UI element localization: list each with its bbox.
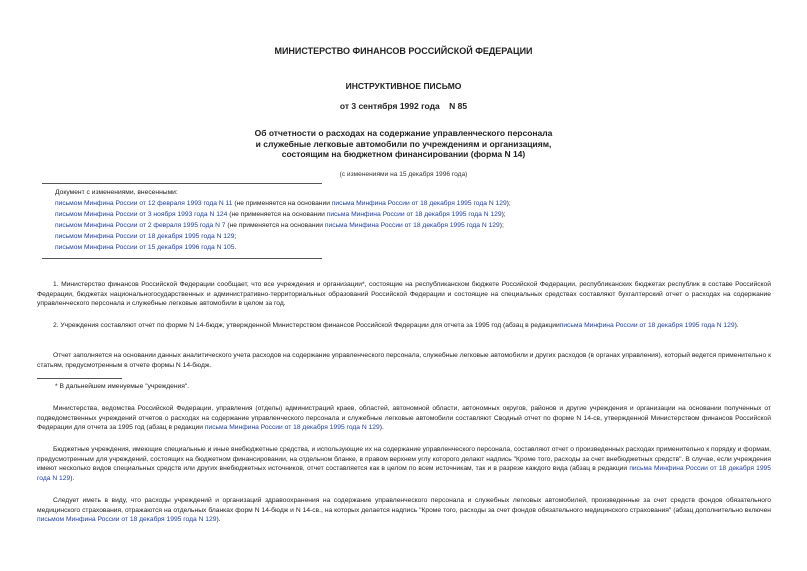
- divider: [42, 183, 322, 184]
- amendment-link[interactable]: письмом Минфина России от 3 ноября 1993 года N 124: [55, 211, 228, 218]
- paragraph-text: Отчет заполняется на основании данных аналитического учета расходов на содержание управленческого персонала, служебные легковые автомобили и других расходов (в органах управления), который ведется применительно к статьям, предусмотренным в отчете формы N 14-бюдж.: [37, 352, 771, 369]
- change-end: );: [499, 222, 504, 229]
- changes-block: [55, 187, 615, 253]
- paragraph-end: ).: [379, 424, 384, 432]
- paragraph-1: [37, 280, 771, 309]
- paragraph-text: 1. Министерство финансов Российской Федерации сообщает, что все учреждения и организации*, состоящие на республиканском бюджете Российской Федерации, республиканских бюджетах республик в составе Российской Федерации, бюджетах национальногосударственных и административно-территориальных образований Российской Федерации и состоящие на специальных средствах составляют бухгалтерский отчет о расходах на содержание управленческого персонала и служебные легковые автомобили в целом за год.: [37, 281, 771, 308]
- change-note: .: [234, 244, 237, 251]
- paragraph-text: Бюджетные учреждения, имеющие специальные и иные внебюджетные средства, и использующие их на содержание управленческого персонала, составляют отчет о произведенных расходах применительно к порядку и формам, предусмотренным для учреждений, состоящих на бюджетном финансировании, на отдельном бланке, в правом верхнем углу которого делают надпись "Кроме того, расходы за счет внебюджетных средств". В случае, если учреждения имеют несколько видов специальных средств или других внебюджетных источников, отчет составляется как в целом по всем источникам, так и в разрезе каждого вида (абзац в редакции: [37, 446, 772, 473]
- change-item: [55, 231, 615, 242]
- document-type: ИНСТРУКТИВНОЕ ПИСЬМО: [345, 81, 462, 91]
- paragraph-2: [37, 321, 771, 331]
- change-item: [55, 209, 615, 220]
- amendment-link[interactable]: письмом Минфина России от 12 февраля 1993 года N 11: [55, 200, 233, 207]
- changes-intro: Документ с изменениями, внесенными:: [55, 189, 178, 196]
- paragraph-4: [37, 404, 771, 433]
- change-item: [55, 242, 615, 253]
- amendment-link[interactable]: письмом Минфина России от 18 декабря 1995 года N 129: [55, 233, 235, 240]
- amendment-link[interactable]: письма Минфина России от 18 декабря 1995 года N 129: [326, 211, 502, 218]
- amendment-link[interactable]: письма Минфина России от 18 декабря 1995 года N 129: [559, 322, 735, 329]
- change-note: ;: [234, 233, 237, 240]
- document-date-number: от 3 сентября 1992 года N 85: [339, 101, 468, 111]
- ministry-heading: МИНИСТЕРСТВО ФИНАНСОВ РОССИЙСКОЙ ФЕДЕРАЦИИ: [274, 46, 533, 56]
- amendment-link[interactable]: письмом Минфина России от 2 февраля 1995 года N 7: [55, 222, 226, 229]
- amendment-link[interactable]: письмом Минфина России от 18 декабря 1995 года N 129: [37, 516, 217, 524]
- footnote-divider: [37, 378, 122, 379]
- paragraph-text: 2. Учреждения составляют отчет по форме N 14-бюдж, утвержденной Министерством финансов Российской Федерации для отчета за 1995 год (абзац в редакции: [53, 322, 560, 329]
- title-line: и служебные легковые автомобили по учреждениям и организациям,: [255, 138, 552, 149]
- paragraph-end: ).: [70, 474, 75, 482]
- paragraph-text: Министерства, ведомства Российской Федерации, управления (отделы) администраций краев, областей, автономной области, автономных округов, районов и другие учреждения и организации на основании полученных от подведомственных учреждений отчетов о расходах на содержание управленческого персонала и служебные легковые автомобили составляют Сводный отчет по форме N 14-св, утвержденной Министерством финансов Российской Федерации для отчета за 1995 год (абзац в редакции: [37, 405, 771, 432]
- change-end: );: [501, 211, 506, 218]
- document-title: [0, 128, 807, 160]
- change-item: [55, 198, 615, 209]
- footnote: * В дальнейшем именуемые "учреждения".: [55, 383, 190, 390]
- divider: [42, 258, 322, 259]
- revision-note: (с изменениями на 15 декабря 1996 года): [339, 171, 468, 178]
- paragraph-3: [37, 351, 771, 370]
- amendment-link[interactable]: письмом Минфина России от 15 декабря 1996 года N 105: [55, 244, 235, 251]
- paragraph-end: ).: [216, 516, 221, 524]
- paragraph-text: Следует иметь в виду, что расходы учреждений и организаций здравоохранения на содержание управленческого персонала и служебных легковых автомобилей, произведенные за счет средств фондов обязательного медицинского страхования, отражаются на отдельных бланках форм N 14-бюдж и N 14-св., на которых делается надпись "Кроме того, расходы за счет фондов обязательного медицинского страхования" (абзац дополнительно включен: [37, 497, 771, 514]
- paragraph-end: ).: [734, 322, 739, 329]
- amendment-link[interactable]: письма Минфина России от 18 декабря 1995 года N 129: [37, 465, 771, 482]
- amendment-link[interactable]: письма Минфина России от 18 декабря 1995 года N 129: [204, 424, 380, 432]
- paragraph-6: [37, 496, 771, 525]
- change-note: (не применяется на основании: [225, 222, 325, 229]
- change-end: );: [506, 200, 511, 207]
- change-note: (не применяется на основании: [227, 211, 327, 218]
- change-item: [55, 220, 615, 231]
- amendment-link[interactable]: письма Минфина России от 18 декабря 1995 года N 129: [324, 222, 500, 229]
- paragraph-5: [37, 445, 771, 483]
- change-note: (не применяется на основании: [232, 200, 332, 207]
- amendment-link[interactable]: письма Минфина России от 18 декабря 1995 года N 129: [331, 200, 507, 207]
- title-line: Об отчетности о расходах на содержание управленческого персонала: [254, 128, 553, 138]
- title-line: состоящим на бюджетном финансировании (форма N 14): [281, 149, 526, 159]
